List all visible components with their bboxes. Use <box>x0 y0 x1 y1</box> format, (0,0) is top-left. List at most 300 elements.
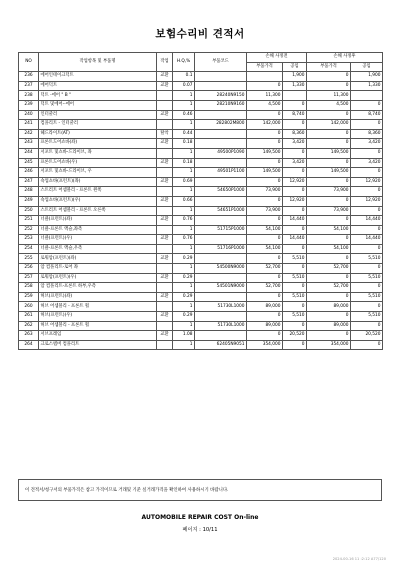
row-after-part-price: 0 <box>307 235 351 245</box>
table-row <box>19 72 383 82</box>
row-no: 239 <box>19 100 39 110</box>
row-after-labor: 0 <box>351 302 383 312</box>
row-after-part-price: 0 <box>307 196 351 206</box>
row-hqty: 1 <box>173 264 195 274</box>
row-before-labor: 3,420 <box>283 158 307 168</box>
row-after-part-price: 0 <box>307 81 351 91</box>
row-after-part-price: 4,500 <box>307 100 351 110</box>
row-before-labor: 14,440 <box>283 235 307 245</box>
row-part-code: 51715P1000 <box>195 225 247 235</box>
row-hqty: 0.29 <box>173 312 195 322</box>
row-no: 264 <box>19 340 39 350</box>
row-before-part-price: 0 <box>247 216 283 226</box>
row-before-part-price: 73,900 <box>247 206 283 216</box>
table-row <box>19 254 383 264</box>
row-after-labor: 0 <box>351 321 383 331</box>
row-before-part-price: 0 <box>247 312 283 322</box>
row-after-part-price: 0 <box>307 129 351 139</box>
row-hqty: 1 <box>173 340 195 350</box>
row-after-part-price: 0 <box>307 158 351 168</box>
row-operation: 탈착 <box>157 129 173 139</box>
row-operation <box>157 100 173 110</box>
table-row <box>19 321 383 331</box>
row-after-part-price: 54,100 <box>307 225 351 235</box>
row-item-name: 서포트 및쇼바-드라이브, 좌 <box>39 148 157 158</box>
page-number: 페이지 : 10/11 <box>182 527 218 533</box>
row-hqty: 1.08 <box>173 331 195 341</box>
table-row <box>19 177 383 187</box>
row-item-name: 너클-프론트 액슬,우측 <box>39 244 157 254</box>
table-row <box>19 187 383 197</box>
row-before-part-price: 89,000 <box>247 321 283 331</box>
row-item-name: 프론트도어쇼바(좌) <box>39 139 157 149</box>
row-operation <box>157 148 173 158</box>
row-operation: 교환 <box>157 292 173 302</box>
row-no: 241 <box>19 120 39 130</box>
row-after-labor: 0 <box>351 264 383 274</box>
row-after-labor: 3,420 <box>351 139 383 149</box>
row-before-labor: 8,360 <box>283 129 307 139</box>
row-part-code <box>195 331 247 341</box>
row-no: 242 <box>19 129 39 139</box>
row-item-name: 크로스멤버 컴플리트 <box>39 340 157 350</box>
row-after-labor: 5,510 <box>351 312 383 322</box>
row-part-code <box>195 177 247 187</box>
estimate-table <box>18 52 383 350</box>
row-no: 255 <box>19 254 39 264</box>
row-before-part-price: 0 <box>247 196 283 206</box>
row-before-part-price: 149,500 <box>247 168 283 178</box>
row-before-part-price: 0 <box>247 81 283 91</box>
row-operation <box>157 168 173 178</box>
row-operation: 교환 <box>157 158 173 168</box>
row-part-code: 49500P1090 <box>195 148 247 158</box>
row-part-code: 51730L1000 <box>195 321 247 331</box>
table-row <box>19 340 383 350</box>
row-after-part-price: 149,500 <box>307 168 351 178</box>
row-after-part-price: 11,300 <box>307 91 351 101</box>
row-item-name: 컴플리트 - 인터쿨러 <box>39 120 157 130</box>
row-after-labor: 0 <box>351 244 383 254</box>
row-item-name: 로워암(프런트)(우) <box>39 273 157 283</box>
row-after-labor: 0 <box>351 283 383 293</box>
row-before-part-price: 142,000 <box>247 120 283 130</box>
row-before-labor: 5,510 <box>283 312 307 322</box>
header-operation: 작업 <box>157 53 173 72</box>
row-after-labor: 20,520 <box>351 331 383 341</box>
row-part-code: 54500N9000 <box>195 264 247 274</box>
row-after-part-price: 354,000 <box>307 340 351 350</box>
row-operation: 교환 <box>157 177 173 187</box>
print-timestamp: 2024-00-16 11 :2:12 A77/120 <box>332 557 386 561</box>
header-before-part-price: 부품가격 <box>247 62 283 72</box>
row-item-name: 헤드라이트(AT) <box>39 129 157 139</box>
row-hqty: 1 <box>173 321 195 331</box>
row-before-part-price: 52,700 <box>247 283 283 293</box>
row-part-code: 28240N9150 <box>195 91 247 101</box>
row-after-labor: 1,330 <box>351 81 383 91</box>
table-row <box>19 235 383 245</box>
row-part-code: 28210N9160 <box>195 100 247 110</box>
row-after-labor: 0 <box>351 120 383 130</box>
row-before-part-price: 0 <box>247 129 283 139</box>
row-after-part-price: 0 <box>307 312 351 322</box>
row-no: 240 <box>19 110 39 120</box>
row-after-labor: 5,510 <box>351 273 383 283</box>
row-hqty: 1 <box>173 302 195 312</box>
row-item-name: 허브(프런트)(좌) <box>39 292 157 302</box>
row-before-part-price: 52,700 <box>247 264 283 274</box>
row-operation <box>157 187 173 197</box>
row-after-labor: 0 <box>351 148 383 158</box>
disclaimer-note: 이 견적서/청구서의 부품가격은 참고 가격이므로 거래및 기준 실거래가격을 확인하여 사용하시기 바랍니다. <box>18 479 382 501</box>
table-row <box>19 91 383 101</box>
row-no: 263 <box>19 331 39 341</box>
row-operation <box>157 321 173 331</box>
row-operation: 교환 <box>157 312 173 322</box>
row-before-part-price: 0 <box>247 139 283 149</box>
row-item-name: 에어덕트 <box>39 81 157 91</box>
row-after-part-price: 0 <box>307 139 351 149</box>
row-part-code <box>195 216 247 226</box>
row-no: 254 <box>19 244 39 254</box>
row-after-part-price: 0 <box>307 216 351 226</box>
row-part-code <box>195 72 247 82</box>
row-hqty: 1 <box>173 148 195 158</box>
footer-service-name: AUTOMOBILE REPAIR COST On-line <box>141 514 259 521</box>
row-after-part-price: 89,000 <box>307 321 351 331</box>
row-no: 245 <box>19 158 39 168</box>
row-part-code: 49501P1100 <box>195 168 247 178</box>
row-after-part-price: 149,500 <box>307 148 351 158</box>
row-after-labor: 0 <box>351 168 383 178</box>
header-before-assessment: 손해 사정전 <box>247 53 307 63</box>
row-before-labor: 0 <box>283 148 307 158</box>
row-item-name: 로워암(프런트)(좌) <box>39 254 157 264</box>
row-after-labor: 8,360 <box>351 129 383 139</box>
row-after-part-price: 89,000 <box>307 302 351 312</box>
row-item-name: 너클-프론트 액슬,좌측 <box>39 225 157 235</box>
row-before-labor: 0 <box>283 120 307 130</box>
header-no: NO <box>19 53 39 72</box>
row-before-labor <box>283 91 307 101</box>
header-part-code: 부품코드 <box>195 53 247 72</box>
row-no: 256 <box>19 264 39 274</box>
row-no: 246 <box>19 168 39 178</box>
row-before-labor: 1,900 <box>283 72 307 82</box>
row-part-code: 51730L1000 <box>195 302 247 312</box>
row-after-part-price: 52,700 <box>307 283 351 293</box>
table-row <box>19 302 383 312</box>
row-after-labor: 8,740 <box>351 110 383 120</box>
row-before-labor: 0 <box>283 187 307 197</box>
row-operation: 교환 <box>157 273 173 283</box>
row-after-part-price: 0 <box>307 177 351 187</box>
row-item-name: 프론트도어쇼바(우) <box>39 158 157 168</box>
row-operation: 교환 <box>157 72 173 82</box>
row-before-part-price: 149,500 <box>247 148 283 158</box>
row-operation: 교환 <box>157 235 173 245</box>
row-after-part-price: 52,700 <box>307 264 351 274</box>
row-after-part-price: 0 <box>307 292 351 302</box>
table-row <box>19 225 383 235</box>
row-part-code: 54651P1000 <box>195 206 247 216</box>
row-before-part-price: 4,500 <box>247 100 283 110</box>
row-operation <box>157 120 173 130</box>
row-operation: 교환 <box>157 331 173 341</box>
row-before-labor: 20,520 <box>283 331 307 341</box>
table-row <box>19 196 383 206</box>
row-before-labor: 1,330 <box>283 81 307 91</box>
row-part-code <box>195 196 247 206</box>
row-after-part-price: 142,000 <box>307 120 351 130</box>
row-before-labor: 14,440 <box>283 216 307 226</box>
row-part-code <box>195 139 247 149</box>
row-before-part-price: 0 <box>247 254 283 264</box>
row-no: 251 <box>19 216 39 226</box>
row-after-labor: 5,510 <box>351 292 383 302</box>
row-hqty: 1 <box>173 120 195 130</box>
row-no: 248 <box>19 187 39 197</box>
row-before-labor: 0 <box>283 100 307 110</box>
row-item-name: 허브 어셈블리 - 프론트 휠 <box>39 321 157 331</box>
row-operation: 교환 <box>157 81 173 91</box>
row-no: 238 <box>19 91 39 101</box>
row-after-labor: 12,920 <box>351 177 383 187</box>
row-no: 259 <box>19 292 39 302</box>
row-hqty: 0.1 <box>173 72 195 82</box>
row-before-labor: 5,510 <box>283 273 307 283</box>
header-hqty: H.Q,% <box>173 53 195 72</box>
row-part-code <box>195 254 247 264</box>
row-after-part-price: 73,900 <box>307 187 351 197</box>
row-item-name: 스트러트 어셈블리 - 프론트 왼쪽 <box>39 187 157 197</box>
row-before-labor: 0 <box>283 321 307 331</box>
row-operation <box>157 244 173 254</box>
table-row <box>19 273 383 283</box>
row-hqty: 1 <box>173 225 195 235</box>
row-after-labor: 5,510 <box>351 254 383 264</box>
row-part-code <box>195 292 247 302</box>
row-item-name: 에어인테이크덕트 <box>39 72 157 82</box>
row-hqty: 0.44 <box>173 129 195 139</box>
row-before-part-price <box>247 72 283 82</box>
row-before-labor: 0 <box>283 206 307 216</box>
row-operation <box>157 302 173 312</box>
row-hqty: 1 <box>173 206 195 216</box>
row-item-name: 쇽업쇼바(프런트)(우) <box>39 196 157 206</box>
row-before-labor: 0 <box>283 168 307 178</box>
row-operation: 교환 <box>157 196 173 206</box>
row-part-code <box>195 273 247 283</box>
header-after-part-price: 부품가격 <box>307 62 351 72</box>
row-before-labor: 0 <box>283 340 307 350</box>
row-operation <box>157 206 173 216</box>
row-operation: 교환 <box>157 139 173 149</box>
row-item-name: 인터쿨러 <box>39 110 157 120</box>
row-after-labor: 0 <box>351 100 383 110</box>
row-before-part-price: 73,900 <box>247 187 283 197</box>
row-after-labor: 14,440 <box>351 216 383 226</box>
table-row <box>19 168 383 178</box>
row-before-labor: 0 <box>283 225 307 235</box>
row-before-part-price: 0 <box>247 273 283 283</box>
row-operation: 교환 <box>157 216 173 226</box>
row-part-code: 62405N9051 <box>195 340 247 350</box>
row-after-labor: 0 <box>351 340 383 350</box>
table-row <box>19 283 383 293</box>
row-hqty: 0.69 <box>173 177 195 187</box>
row-before-part-price: 11,300 <box>247 91 283 101</box>
row-operation: 교환 <box>157 254 173 264</box>
row-operation <box>157 340 173 350</box>
row-after-part-price: 0 <box>307 72 351 82</box>
row-part-code: 51716P1000 <box>195 244 247 254</box>
row-hqty: 0.18 <box>173 158 195 168</box>
row-hqty: 0.66 <box>173 196 195 206</box>
row-operation <box>157 225 173 235</box>
document-title: 보험수리비 견적서 <box>155 28 245 40</box>
row-before-part-price: 0 <box>247 158 283 168</box>
row-item-name: 암 컴플리트-프론트 하부,우측 <box>39 283 157 293</box>
row-part-code <box>195 235 247 245</box>
row-no: 249 <box>19 196 39 206</box>
row-operation <box>157 283 173 293</box>
row-after-labor: 0 <box>351 187 383 197</box>
row-hqty: 0.18 <box>173 139 195 149</box>
row-part-code <box>195 81 247 91</box>
row-after-part-price: 54,100 <box>307 244 351 254</box>
table-row <box>19 110 383 120</box>
row-before-part-price: 0 <box>247 177 283 187</box>
row-no: 243 <box>19 139 39 149</box>
row-after-labor: 14,440 <box>351 235 383 245</box>
table-row <box>19 129 383 139</box>
row-before-part-price: 0 <box>247 331 283 341</box>
table-row <box>19 148 383 158</box>
table-row <box>19 206 383 216</box>
table-row <box>19 81 383 91</box>
row-hqty: 1 <box>173 283 195 293</box>
row-item-name: 암 컴플리트-로어 좌 <box>39 264 157 274</box>
table-row <box>19 312 383 322</box>
row-hqty: 1 <box>173 168 195 178</box>
row-operation <box>157 91 173 101</box>
row-after-labor: 0 <box>351 206 383 216</box>
row-before-labor: 8,740 <box>283 110 307 120</box>
row-part-code: 282802M800 <box>195 120 247 130</box>
row-before-labor: 5,510 <box>283 292 307 302</box>
row-hqty: 1 <box>173 244 195 254</box>
header-work-item: 작업항목 및 부품명 <box>39 53 157 72</box>
row-no: 236 <box>19 72 39 82</box>
row-item-name: 덕트 및에어--에어 <box>39 100 157 110</box>
row-no: 247 <box>19 177 39 187</box>
table-row <box>19 120 383 130</box>
row-part-code: 54650P1000 <box>195 187 247 197</box>
row-before-part-price: 354,000 <box>247 340 283 350</box>
row-hqty: 0.29 <box>173 254 195 264</box>
row-no: 258 <box>19 283 39 293</box>
row-hqty: 0.29 <box>173 273 195 283</box>
header-after-assessment: 손해 사정후 <box>307 53 383 63</box>
row-before-labor: 5,510 <box>283 254 307 264</box>
row-no: 237 <box>19 81 39 91</box>
row-no: 261 <box>19 312 39 322</box>
row-no: 257 <box>19 273 39 283</box>
row-item-name: 서브프레임 <box>39 331 157 341</box>
row-before-part-price: 89,000 <box>247 302 283 312</box>
row-before-part-price: 54,100 <box>247 244 283 254</box>
row-before-part-price: 0 <box>247 292 283 302</box>
table-row <box>19 100 383 110</box>
table-row <box>19 331 383 341</box>
row-hqty: 0.07 <box>173 81 195 91</box>
row-before-part-price: 0 <box>247 110 283 120</box>
row-hqty: 0.46 <box>173 110 195 120</box>
row-part-code <box>195 110 247 120</box>
row-operation: 교환 <box>157 110 173 120</box>
row-before-labor: 0 <box>283 264 307 274</box>
row-no: 252 <box>19 225 39 235</box>
row-before-labor: 12,920 <box>283 177 307 187</box>
table-row <box>19 158 383 168</box>
header-after-labor: 공임 <box>351 62 383 72</box>
row-part-code <box>195 312 247 322</box>
row-no: 244 <box>19 148 39 158</box>
row-before-labor: 3,420 <box>283 139 307 149</box>
row-part-code <box>195 129 247 139</box>
table-row <box>19 264 383 274</box>
row-item-name: 서포트 및쇼바-드라이브, 우 <box>39 168 157 178</box>
row-after-part-price: 0 <box>307 273 351 283</box>
row-operation <box>157 264 173 274</box>
row-hqty: 0.29 <box>173 292 195 302</box>
table-row <box>19 244 383 254</box>
row-hqty: 1 <box>173 100 195 110</box>
row-item-name: 허브 어셈블리 - 프론트 휠 <box>39 302 157 312</box>
row-after-labor: 1,900 <box>351 72 383 82</box>
row-item-name: 덕트 -에어 " B " <box>39 91 157 101</box>
table-row <box>19 216 383 226</box>
row-item-name: 쇽업쇼바(프런트)(좌) <box>39 177 157 187</box>
row-no: 262 <box>19 321 39 331</box>
row-no: 253 <box>19 235 39 245</box>
row-hqty: 0.76 <box>173 235 195 245</box>
row-before-part-price: 0 <box>247 235 283 245</box>
header-before-labor: 공임 <box>283 62 307 72</box>
row-before-labor: 0 <box>283 302 307 312</box>
row-before-labor: 0 <box>283 283 307 293</box>
row-before-part-price: 54,100 <box>247 225 283 235</box>
row-part-code: 54501N9000 <box>195 283 247 293</box>
row-before-labor: 0 <box>283 244 307 254</box>
row-after-labor <box>351 91 383 101</box>
row-item-name: 스트러트 어셈블리 - 프론트 오른쪽 <box>39 206 157 216</box>
row-part-code <box>195 158 247 168</box>
row-after-part-price: 0 <box>307 331 351 341</box>
row-hqty: 1 <box>173 91 195 101</box>
row-item-name: 허브(프런트)(우) <box>39 312 157 322</box>
row-no: 250 <box>19 206 39 216</box>
row-no: 260 <box>19 302 39 312</box>
row-after-labor: 0 <box>351 225 383 235</box>
row-after-part-price: 0 <box>307 110 351 120</box>
row-after-part-price: 73,900 <box>307 206 351 216</box>
row-hqty: 1 <box>173 187 195 197</box>
row-before-labor: 12,920 <box>283 196 307 206</box>
table-row <box>19 292 383 302</box>
